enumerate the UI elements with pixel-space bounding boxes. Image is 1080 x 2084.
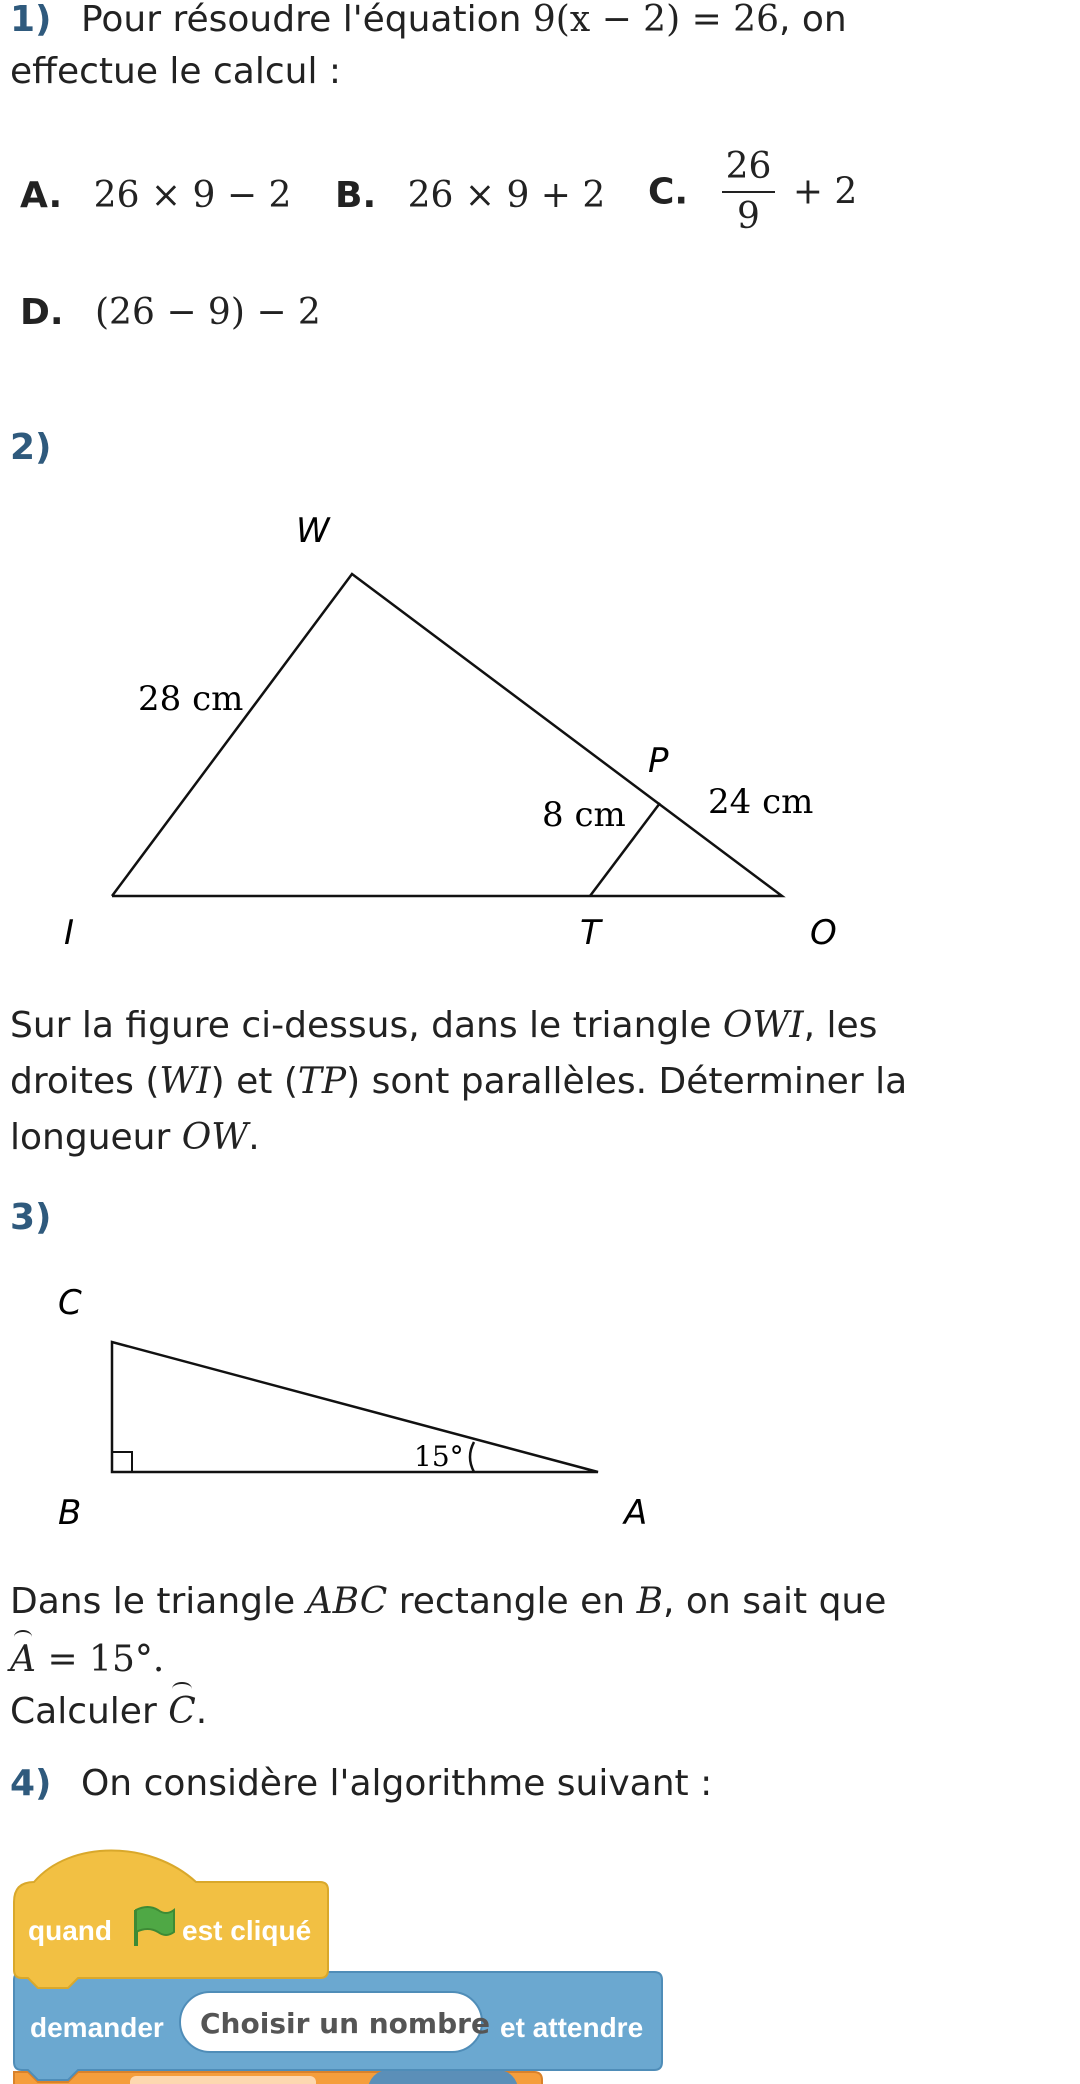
q2-text-line1 bbox=[10, 998, 877, 1054]
q2-line3-a: longueur bbox=[10, 1117, 182, 1158]
q1-text-after: , on bbox=[779, 0, 847, 40]
label-w: W bbox=[296, 511, 330, 551]
q1-line1 bbox=[10, 0, 847, 48]
q2-line1-math: OWI bbox=[722, 1005, 804, 1046]
option-c-fraction bbox=[722, 143, 776, 241]
q1-option-b bbox=[335, 168, 605, 224]
q2-number: 2) bbox=[10, 427, 52, 468]
ask-and-wait-block[interactable] bbox=[14, 1972, 662, 2080]
q3-line1-math: ABC bbox=[306, 1581, 388, 1622]
option-b-expr: 26 × 9 + 2 bbox=[407, 175, 606, 216]
option-d-letter: D. bbox=[20, 292, 64, 333]
ask-label-2: et attendre bbox=[500, 2012, 644, 2043]
q1-equation: 9(x − 2) = 26 bbox=[532, 0, 779, 40]
scratch-blocks bbox=[0, 1840, 1080, 2084]
label-t: T bbox=[580, 913, 601, 953]
option-c-numerator: 26 bbox=[722, 143, 776, 193]
label-a: A bbox=[624, 1493, 648, 1530]
q3-line1-a: Dans le triangle bbox=[10, 1581, 307, 1622]
q3-right-triangle-figure bbox=[0, 1270, 1080, 1530]
set-variable-block[interactable] bbox=[14, 2070, 542, 2084]
q1-line2-text: effectue le calcul : bbox=[10, 51, 342, 92]
q2-line1-a: Sur la figure ci-dessus, dans le triangle bbox=[10, 1005, 723, 1046]
option-a-expr: 26 × 9 − 2 bbox=[93, 175, 292, 216]
q1-option-a bbox=[20, 168, 291, 224]
triangle-abc bbox=[112, 1342, 598, 1472]
q2-line3-b: . bbox=[248, 1117, 260, 1158]
q4-text: On considère l'algorithme suivant : bbox=[80, 1763, 713, 1804]
q2-line3-math: OW bbox=[181, 1117, 249, 1158]
option-c-letter: C. bbox=[648, 171, 689, 213]
label-b: B bbox=[58, 1493, 82, 1530]
q3-text-line3 bbox=[10, 1684, 207, 1740]
q2-text-line3 bbox=[10, 1110, 260, 1166]
q2-line2-math2: TP bbox=[297, 1061, 347, 1102]
q1-text-before: Pour résoudre l'équation bbox=[80, 0, 533, 40]
when-flag-clicked-block[interactable] bbox=[14, 1851, 328, 1989]
q2-number-line bbox=[10, 420, 52, 476]
q3-angle-a-hat: A bbox=[10, 1632, 36, 1688]
label-i: I bbox=[64, 913, 75, 953]
q3-number-line bbox=[10, 1190, 52, 1246]
q3-line1-math2: B bbox=[636, 1581, 664, 1622]
q3-text-line1 bbox=[10, 1574, 886, 1630]
hat-label-2: est cliqué bbox=[182, 1915, 312, 1946]
length-tp: 8 cm bbox=[542, 795, 626, 835]
option-c-denominator: 9 bbox=[737, 196, 760, 237]
q1-option-d bbox=[20, 285, 321, 341]
angle-arc-a bbox=[470, 1442, 474, 1472]
q4-number: 4) bbox=[10, 1763, 52, 1804]
q2-triangle-figure bbox=[0, 500, 1080, 960]
q2-line2-a: droites ( bbox=[10, 1061, 160, 1102]
option-a-letter: A. bbox=[20, 175, 63, 216]
q3-line3-b: . bbox=[195, 1691, 208, 1732]
q2-line1-b: , les bbox=[803, 1005, 878, 1046]
q2-text-line2 bbox=[10, 1054, 907, 1110]
label-p: P bbox=[648, 741, 669, 781]
q3-line1-b: rectangle en bbox=[387, 1581, 637, 1622]
label-o: O bbox=[810, 913, 837, 953]
length-wi: 28 cm bbox=[138, 679, 244, 719]
hat-label-1: quand bbox=[28, 1915, 112, 1946]
q3-text-line2 bbox=[10, 1632, 164, 1688]
length-po: 24 cm bbox=[708, 782, 814, 822]
ask-label-1: demander bbox=[30, 2012, 164, 2043]
right-angle-marker bbox=[112, 1452, 132, 1472]
q2-line2-b: ) et ( bbox=[210, 1061, 298, 1102]
q1-option-c bbox=[648, 143, 857, 241]
option-c-expr-after: + 2 bbox=[792, 171, 858, 213]
variable-dropdown[interactable] bbox=[130, 2076, 316, 2084]
q2-line2-c: ) sont parallèles. Déterminer la bbox=[346, 1061, 908, 1102]
angle-label: 15° bbox=[414, 1440, 464, 1473]
q2-line2-math1: WI bbox=[159, 1061, 211, 1102]
q3-number: 3) bbox=[10, 1197, 52, 1238]
q3-line3-a: Calculer bbox=[10, 1691, 169, 1732]
option-d-expr: (26 − 9) − 2 bbox=[95, 292, 321, 333]
q3-angle-c-hat: C bbox=[168, 1684, 196, 1740]
ask-input-text: Choisir un nombre bbox=[200, 2007, 490, 2040]
q3-line2-b: = 15°. bbox=[36, 1639, 165, 1680]
option-b-letter: B. bbox=[335, 175, 377, 216]
variable-reporter bbox=[368, 2070, 518, 2084]
q1-number: 1) bbox=[10, 0, 52, 40]
q4-line bbox=[10, 1756, 712, 1812]
triangle-owi bbox=[112, 574, 782, 896]
q3-line1-c: , on sait que bbox=[663, 1581, 887, 1622]
label-c: C bbox=[58, 1283, 82, 1323]
q1-line2 bbox=[10, 44, 341, 100]
